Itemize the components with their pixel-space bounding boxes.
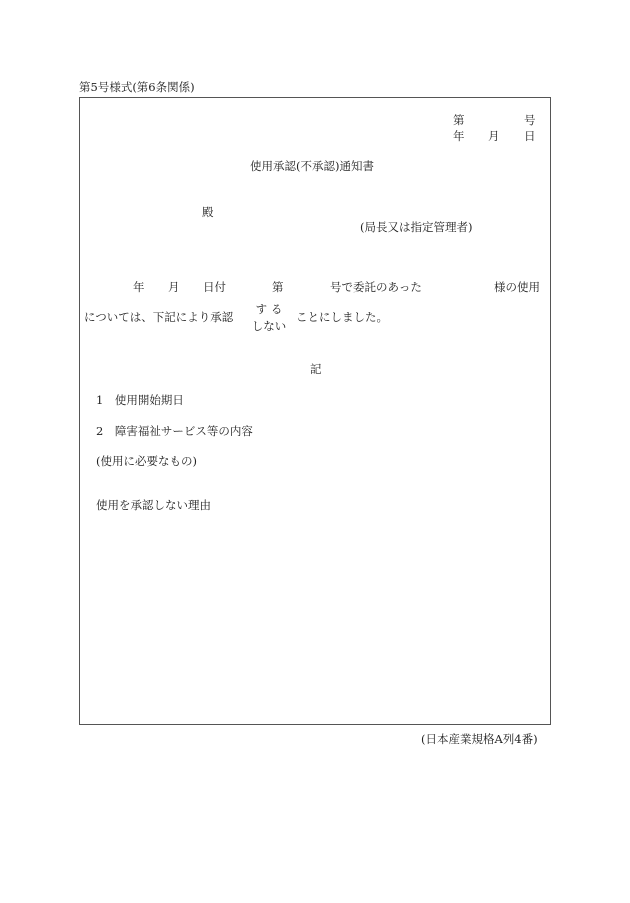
body-number-prefix: 第	[272, 280, 284, 294]
form-frame	[79, 97, 551, 725]
form-label: 第5号様式(第6条関係)	[79, 80, 195, 94]
item-service-content: 2 障害福祉サービス等の内容	[96, 424, 253, 438]
number-suffix: 号	[524, 113, 536, 127]
paper-size-note: (日本産業規格A列4番)	[421, 732, 538, 746]
approval-choice	[249, 301, 289, 334]
date-day: 日	[524, 129, 536, 143]
body-line2-tail: ことにしました。	[296, 310, 388, 324]
number-prefix: 第	[453, 113, 465, 127]
item-start-date: 1 使用開始期日	[96, 393, 184, 407]
body-year: 年	[133, 280, 145, 294]
date-year: 年	[453, 129, 465, 143]
date-month: 月	[488, 129, 500, 143]
choice-do-not: しない	[251, 318, 287, 333]
item-reason: 使用を承認しない理由	[96, 498, 211, 512]
item-note: (使用に必要なもの)	[96, 454, 197, 468]
ki-heading: 記	[310, 362, 322, 376]
body-entrusted: 号で委託のあった	[330, 280, 422, 294]
body-month: 月	[168, 280, 180, 294]
body-line2-lead: については、下記により承認	[84, 310, 234, 324]
choice-do: す る	[255, 302, 283, 316]
document-title: 使用承認(不承認)通知書	[250, 159, 374, 173]
sender-role: (局長又は指定管理者)	[360, 220, 473, 234]
addressee-suffix: 殿	[202, 205, 214, 219]
body-usage-of: 様の使用	[494, 280, 540, 294]
body-day-dated: 日付	[203, 280, 226, 294]
